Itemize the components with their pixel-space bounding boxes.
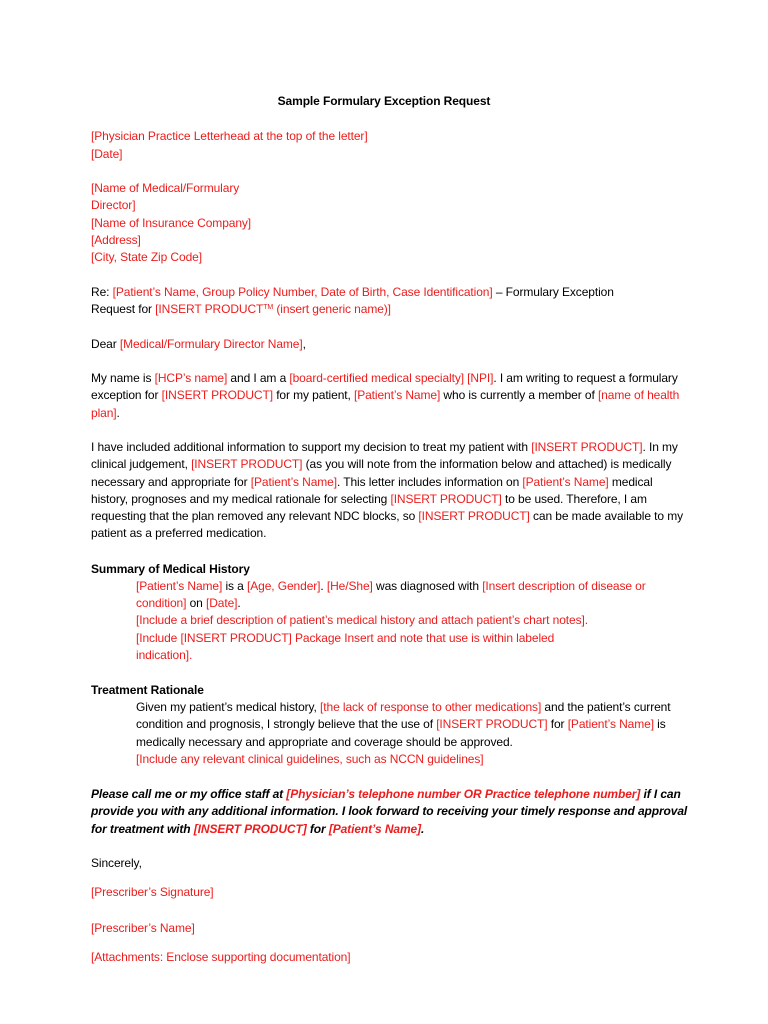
placeholder-run: [Age, Gender] bbox=[246, 579, 321, 593]
medical-history-item-insert bbox=[136, 630, 576, 665]
placeholder-run: [INSERT PRODUCT] bbox=[191, 457, 303, 472]
placeholder-run: [board-certified medical specialty] [NPI] bbox=[289, 371, 494, 385]
placeholder-run: [Patient’s Name] bbox=[328, 821, 422, 836]
recipient-city: [City, State Zip Code] bbox=[91, 250, 202, 264]
placeholder-run: [Insert description of disease or condition] bbox=[136, 579, 646, 611]
treatment-rationale-text bbox=[136, 699, 691, 751]
recipient-name-line2: Director] bbox=[91, 198, 136, 212]
support-paragraph bbox=[91, 439, 691, 543]
text-run: . This letter includes information on bbox=[337, 474, 523, 489]
medical-history-item-brief bbox=[136, 612, 691, 629]
date-placeholder: [Date] bbox=[91, 147, 123, 161]
text-run: can be made available to my patient as a preferred medication. bbox=[91, 509, 684, 541]
re-dash-text: – Formulary Exception bbox=[492, 285, 614, 299]
salutation-comma: , bbox=[302, 337, 306, 351]
salutation-name: [Medical/Formulary Director Name] bbox=[119, 337, 303, 351]
placeholder-run: [Date] bbox=[206, 596, 238, 611]
medical-history-heading: Summary of Medical History bbox=[91, 562, 250, 576]
text-run: and I am a bbox=[227, 371, 290, 385]
treatment-rationale-guidelines: [Include any relevant clinical guidelines, such as NCCN guidelines] bbox=[136, 752, 484, 766]
placeholder-run: [Patient’s Name] bbox=[250, 474, 337, 489]
salutation bbox=[91, 336, 691, 353]
text-run: . I am writing to request a formulary exception for bbox=[91, 371, 678, 403]
placeholder-run: [INSERT PRODUCT] bbox=[531, 440, 643, 454]
placeholder-run: [He/She] bbox=[326, 579, 373, 593]
text-run: . bbox=[320, 579, 327, 593]
text-run: . bbox=[116, 405, 120, 420]
placeholder-run: [HCP’s name] bbox=[154, 371, 228, 385]
medical-history-item-diagnosis bbox=[136, 578, 691, 613]
placeholder-run: [Include a brief description of patient’s medical history and attach patient’s chart notes] bbox=[136, 613, 585, 627]
closing-paragraph bbox=[91, 786, 691, 838]
placeholder-run: [Patient’s Name] bbox=[136, 579, 223, 593]
text-run: Please call me or my office staff at bbox=[91, 787, 287, 801]
re-product-name: [INSERT PRODUCT bbox=[155, 302, 264, 317]
placeholder-run: [INSERT PRODUCT] bbox=[390, 491, 502, 506]
text-run: medical history, prognoses and my medical rationale for selecting bbox=[91, 474, 653, 506]
placeholder-run: [INSERT PRODUCT] bbox=[161, 388, 273, 403]
recipient-address: [Address] bbox=[91, 233, 141, 247]
text-run: for my patient, bbox=[272, 388, 354, 403]
text-run: . bbox=[237, 596, 241, 611]
placeholder-run: [Patient’s Name] bbox=[522, 474, 609, 489]
text-run: is a bbox=[222, 579, 247, 593]
placeholder-run: [Physician’s telephone number OR Practice telephone number] bbox=[286, 787, 641, 801]
text-run: My name is bbox=[91, 371, 155, 385]
placeholder-run: [INSERT PRODUCT] bbox=[436, 717, 548, 732]
text-run: was diagnosed with bbox=[372, 579, 483, 593]
re-request-for: Request for bbox=[91, 302, 152, 317]
placeholder-run: [the lack of response to other medications] bbox=[320, 700, 542, 714]
signature-placeholder: [Prescriber’s Signature] bbox=[91, 885, 214, 899]
placeholder-run: [name of health plan] bbox=[91, 388, 680, 420]
placeholder-run: [Patient’s Name] bbox=[567, 717, 654, 732]
text-run: (as you will note from the information below and attached) is medically necessary and appropriate for bbox=[91, 457, 672, 489]
recipient-name-line1: [Name of Medical/Formulary bbox=[91, 181, 240, 195]
text-run: . bbox=[188, 648, 193, 663]
re-product bbox=[155, 302, 391, 316]
text-run: to be used. Therefore, I am requesting that the plan removed any relevant NDC blocks, so bbox=[91, 491, 647, 524]
salutation-dear: Dear bbox=[91, 337, 117, 351]
text-run: and the patient’s current condition and prognosis, I strongly believe that the use of bbox=[136, 700, 671, 732]
text-run: Given my patient’s medical history, bbox=[136, 700, 321, 714]
recipient-company: [Name of Insurance Company] bbox=[91, 216, 252, 230]
letterhead-placeholder: [Physician Practice Letterhead at the top of the letter] bbox=[91, 129, 368, 143]
re-label: Re: bbox=[91, 285, 110, 299]
signoff: Sincerely, bbox=[91, 856, 142, 870]
text-run: on bbox=[186, 596, 206, 611]
text-run: . bbox=[584, 613, 588, 627]
text-run: who is currently a member of bbox=[440, 388, 598, 403]
text-run: for bbox=[547, 717, 568, 732]
text-run: if I can provide you with any additional information. I look forward to receiving your timely response and approval for treatment with bbox=[91, 787, 688, 836]
intro-paragraph bbox=[91, 370, 691, 422]
re-generic-name: (insert generic name)] bbox=[273, 302, 391, 317]
treatment-rationale-heading: Treatment Rationale bbox=[91, 683, 204, 697]
placeholder-run: [INSERT PRODUCT] bbox=[193, 821, 307, 836]
placeholder-run: [INSERT PRODUCT] bbox=[418, 509, 530, 524]
text-run: . bbox=[421, 821, 425, 836]
text-run: . In my clinical judgement, bbox=[91, 440, 678, 472]
re-line bbox=[91, 284, 691, 319]
text-run: for bbox=[306, 821, 329, 836]
re-details: [Patient’s Name, Group Policy Number, Date of Birth, Case Identification] bbox=[112, 285, 493, 299]
prescriber-name-placeholder: [Prescriber’s Name] bbox=[91, 921, 195, 935]
placeholder-run: [Patient’s Name] bbox=[353, 388, 441, 403]
letter-title: Sample Formulary Exception Request bbox=[277, 94, 491, 108]
attachments-placeholder: [Attachments: Enclose supporting documentation] bbox=[91, 950, 351, 964]
text-run: is medically necessary and appropriate and coverage should be approved. bbox=[136, 717, 666, 749]
trademark-mark: TM bbox=[263, 304, 274, 312]
text-run: I have included additional information to support my decision to treat my patient with bbox=[91, 440, 532, 454]
placeholder-run: [Include [INSERT PRODUCT] Package Insert and note that use is within labeled indication] bbox=[136, 631, 555, 663]
